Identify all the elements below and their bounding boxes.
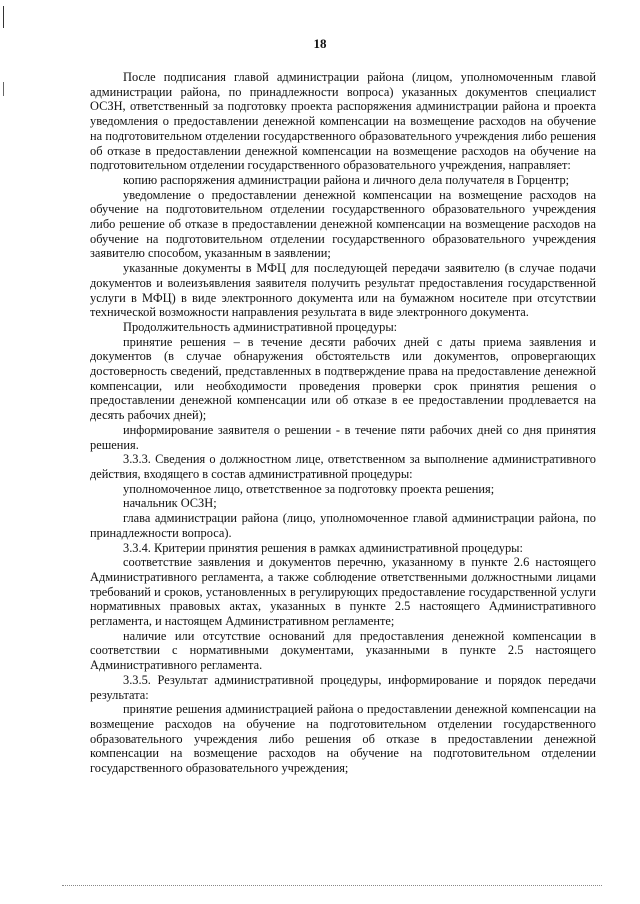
page-number: 18: [313, 36, 327, 51]
paragraph: глава администрации района (лицо, уполномоченное главой администрации района, по принадлежности вопроса).: [90, 511, 596, 540]
paragraph: После подписания главой администрации района (лицом, уполномоченным главой администрации района, по принадлежности вопроса) указанных документов специалист ОСЗН, ответственный за подготовку проекта распоряжения администрации района и проекта уведомления о предоставлении денежной компенсации на возмещение расходов на обучение на подготовительном отделении государственного образовательного учреждения либо решения об отказе в предоставлении денежной компенсации на возмещение расходов на обучение на подготовительном отделении государственного образовательного учреждения, направляет:: [90, 70, 596, 173]
paragraph: Продолжительность административной процедуры:: [123, 319, 398, 334]
paragraph: начальник ОСЗН;: [123, 496, 217, 511]
paragraph: указанные документы в МФЦ для последующей передачи заявителю (в случае подачи документов и волеизъявления заявителя получить результат предоставления государственной услуги в МФЦ) в виде электронного документа или на бумажном носителе при отсутствии технической возможности направления результата в виде электронного документа.: [90, 261, 596, 320]
document-body: [90, 70, 596, 776]
paragraph: соответствие заявления и документов перечню, указанному в пункте 2.6 настоящего Административного регламента, а также соблюдение ответственными должностными лицами требований и сроков, установленных в регулирующих предоставление государственной услуги нормативных правовых актах, указанных в пункте 2.5 настоящего Административного регламента, и настоящем Административном регламенте;: [90, 555, 596, 629]
paragraph: 3.3.5. Результат административной процедуры, информирование и порядок передачи результата:: [90, 672, 596, 702]
paragraph: уполномоченное лицо, ответственное за подготовку проекта решения;: [123, 481, 495, 496]
paragraph: информирование заявителя о решении - в течение пяти рабочих дней со дня принятия решения.: [90, 422, 596, 452]
footer-divider: [62, 885, 602, 886]
scan-edge-mark: [3, 82, 4, 96]
paragraph: принятие решения администрацией района о предоставлении денежной компенсации на возмещение расходов на обучение на подготовительном отделении государственного образовательного учреждения либо решения об отказе в предоставлении денежной компенсации на возмещение расходов на обучение на подготовительном отделении государственного образовательного учреждения;: [90, 702, 596, 776]
paragraph: принятие решения – в течение десяти рабочих дней с даты приема заявления и документов (в случае обнаружения обстоятельств или документов, опровергающих достоверность сведений, представленных в подтверждение права на предоставление денежной компенсации, или необходимости проведения проверки срок принятия решения о предоставлении денежной компенсации или об отказе в ее предоставлении продлевается на десять рабочих дней);: [90, 334, 596, 423]
paragraph: наличие или отсутствие оснований для предоставления денежной компенсации в соответствии с нормативными документами, указанными в пункте 2.5 настоящего Административного регламента.: [90, 628, 596, 673]
paragraph: 3.3.4. Критерии принятия решения в рамках административной процедуры:: [123, 540, 523, 555]
paragraph: 3.3.3. Сведения о должностном лице, ответственном за выполнение административного действия, входящего в состав административной процедуры:: [90, 452, 596, 481]
scan-edge-mark: [3, 6, 4, 28]
paragraph: уведомление о предоставлении денежной компенсации на возмещение расходов на обучение на подготовительном отделении государственного образовательного учреждения либо решение об отказе в предоставлении денежной компенсации на возмещение расходов на обучение на подготовительном отделении государственного образовательного учреждения заявителю способом, указанным в заявлении;: [90, 187, 596, 261]
paragraph: копию распоряжения администрации района и личного дела получателя в Горцентр;: [123, 172, 570, 187]
